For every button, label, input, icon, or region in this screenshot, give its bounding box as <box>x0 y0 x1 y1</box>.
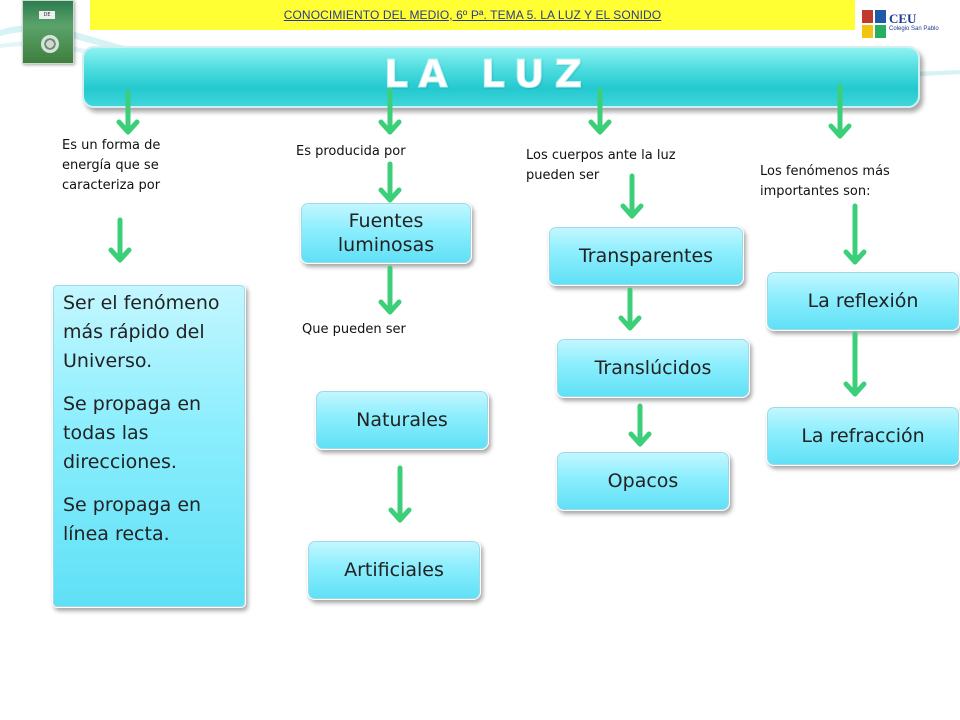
energy-fact: Ser el fenómeno más rápido del Universo. <box>63 292 220 372</box>
bodies-branch-label: Los cuerpos ante la luz pueden ser <box>526 148 676 183</box>
sources-branch-label: Es producida por <box>296 144 406 159</box>
node-naturales: Naturales <box>315 390 489 450</box>
header-banner-text[interactable]: CONOCIMIENTO DEL MEDIO, 6º Pª. TEMA 5. LA LUZ Y EL SONIDO <box>283 8 662 22</box>
node-refraccion: La refracción <box>766 406 960 466</box>
node-reflexion: La reflexión <box>766 271 960 331</box>
phenomena-branch-label: Los fenómenos más importantes son: <box>760 164 890 199</box>
logo-name: CEU <box>889 11 917 26</box>
node-fuentes-luminosas: Fuentes luminosas <box>300 202 472 264</box>
node-opacos: Opacos <box>556 451 730 511</box>
node-artificiales: Artificiales <box>307 540 481 600</box>
energy-fact: Se propaga en línea recta. <box>63 494 202 545</box>
energy-branch-label: Es un forma de energía que se caracteriza por <box>62 138 161 193</box>
node-transparentes: Transparentes <box>548 226 744 286</box>
energy-fact: Se propaga en todas las direcciones. <box>63 393 202 473</box>
page-title: LA LUZ <box>384 52 593 96</box>
logo-subtitle: Colegio San Pablo <box>889 26 939 32</box>
node-translucidos: Translúcidos <box>556 338 750 398</box>
book-cover-label: DE <box>39 11 55 19</box>
sources-sublabel: Que pueden ser <box>302 322 406 337</box>
